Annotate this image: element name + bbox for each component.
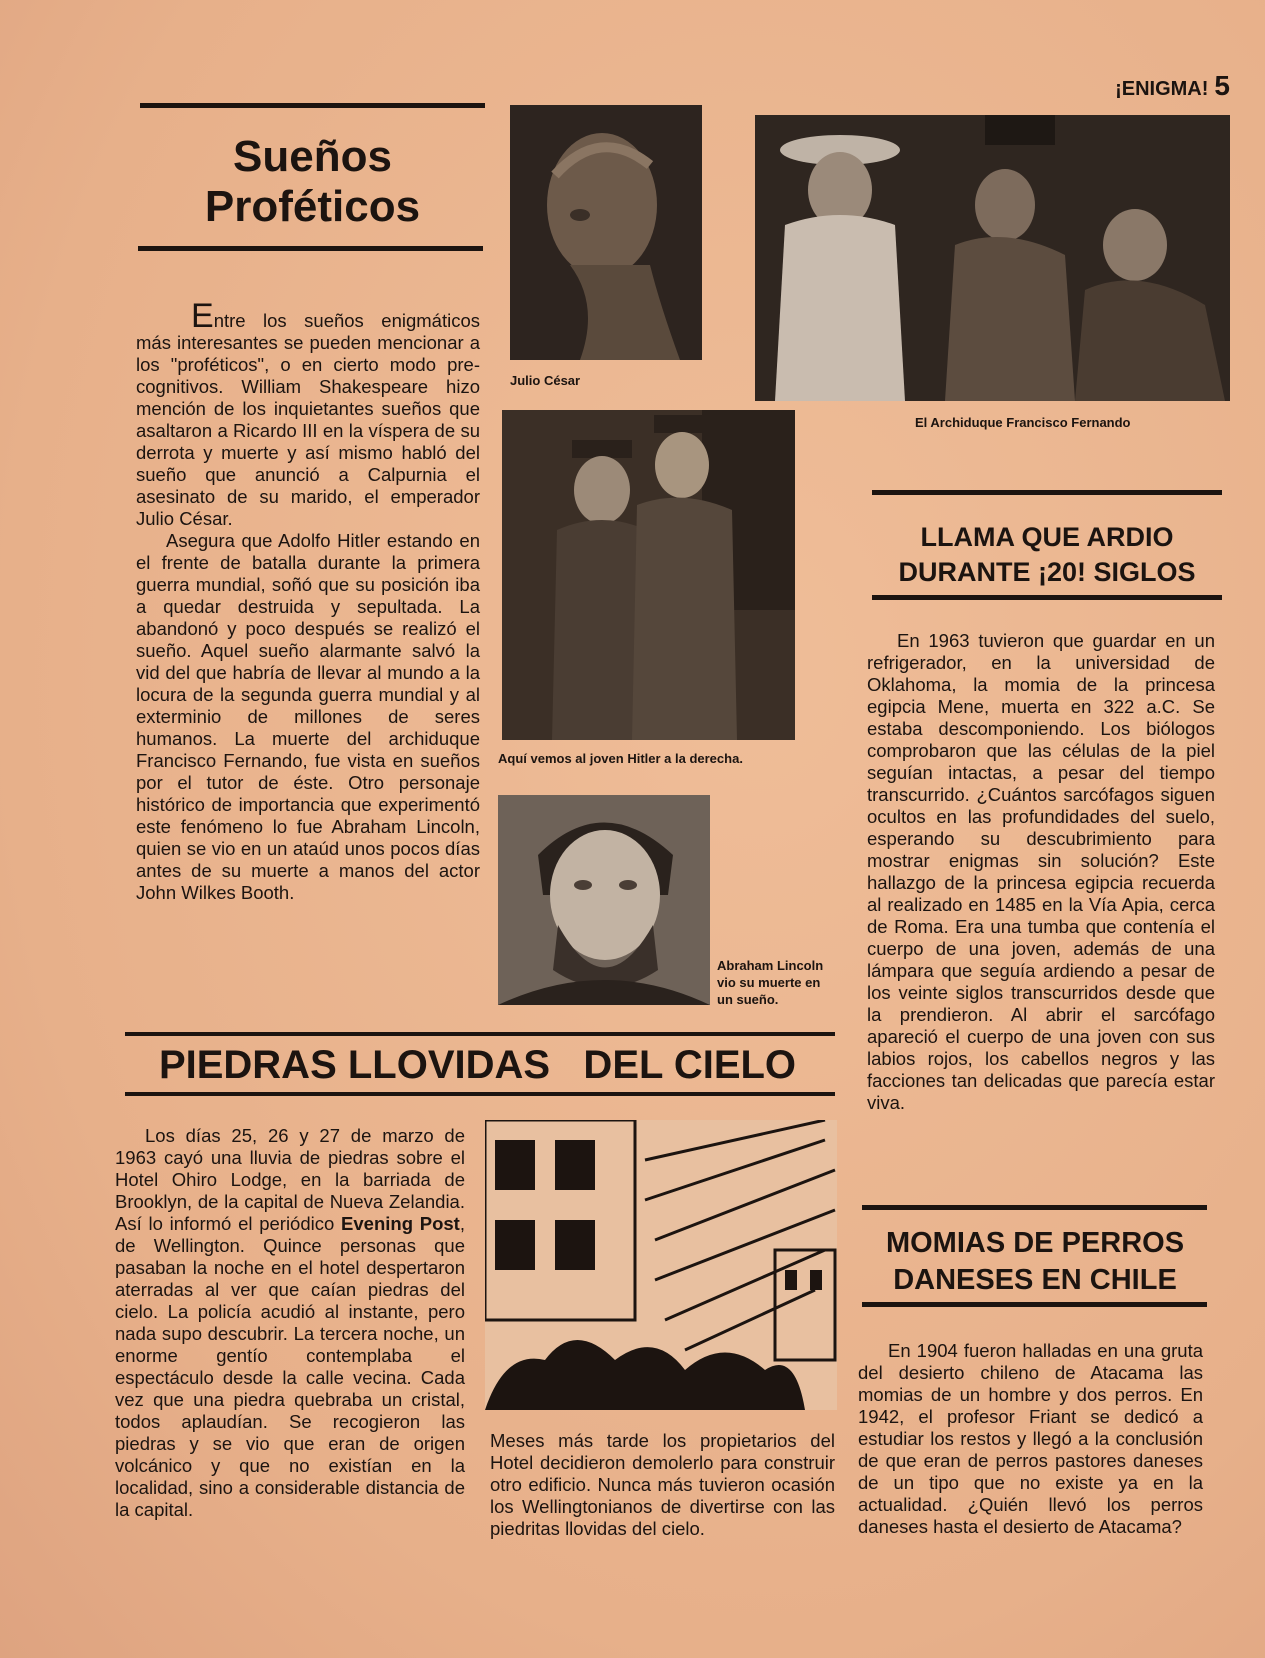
article-body-momias <box>858 1340 1203 1538</box>
caption-julio-cesar: Julio César <box>510 373 581 388</box>
page-header <box>1115 70 1230 102</box>
title-rule-bottom-piedras <box>125 1092 835 1096</box>
title-rule-bottom-momias <box>862 1302 1207 1307</box>
photo-hitler <box>502 410 795 740</box>
momias-text: En 1904 fueron halladas en una gruta del desierto chileno de Atacama las momias de un hombre y dos perros. En 1942, el profesor Friant se dedicó a estudiar los restos y llegó a la conclusión de que eran de perros pastores daneses de un tipo que no existe ya en la actualidad. ¿Quién llevó los perros daneses hasta el desierto de Atacama? <box>858 1340 1203 1537</box>
article-title-suenos <box>140 132 485 232</box>
photo-julio-cesar <box>510 105 702 360</box>
title-rule-bottom-llama <box>872 595 1222 600</box>
piedras-text-1: Los días 25, 26 y 27 de marzo de 1963 cayó una lluvia de piedras sobre el Hotel Ohiro Lodge, en la barriada de Brooklyn, de la capital de Nueva Zelandia. Así lo informó el periódico <box>115 1125 465 1234</box>
article-body-suenos <box>136 297 480 904</box>
magazine-name: ¡ENIGMA! <box>1115 78 1209 100</box>
newspaper-name: Evening Post <box>341 1213 460 1234</box>
article-title-momias <box>855 1225 1215 1299</box>
caption-lincoln: Abraham Lincoln vio su muerte en un sueño. <box>717 958 824 1007</box>
paragraph-1: ntre los sueños enigmáticos más interesantes se pueden mencionar a los "proféticos", o en cierto modo pre-cognitivos. William Shakespeare hizo mención de los inquietantes sueños que asaltaron a Ricardo III en la víspera de su derrota y muerte y así mismo habló del sueño que anunció a Calpurnia el asesinato de su marido, el emperador Julio César. <box>136 310 480 529</box>
llama-text: En 1963 tuvieron que guardar en un refrigerador, en la universidad de Oklahoma, la momia de la princesa egipcia Mene, muerta en 322 a.C. Se estaba descomponiendo. Los biólogos comprobaron que las células de la piel seguían intactas, a pesar del tiempo transcurrido. ¿Cuántos sarcófagos siguen ocultos en las profundidades del suelo, esperando su descubrimiento para mostrar enigmas sin solución? Este hallazgo de la princesa egipcia recuerda al realizado en 1485 en la Vía Apia, cerca de Roma. Era una tumba que contenía el cuerpo de una joven, además de una lámpara que seguía ardiendo a pesar de los veinte siglos transcurridos desde que la prendieron. Al abrir el sarcófago apareció el cuerpo de una joven con sus labios rojos, los cabellos negros y las facciones tan delicadas que parecía estar viva. <box>867 630 1215 1113</box>
title-rule-top-momias <box>862 1205 1207 1210</box>
illustration-stone-rain <box>485 1120 837 1410</box>
momias-title-line-2: DANESES EN CHILE <box>893 1264 1177 1296</box>
piedras-text-2: , de Wellington. Quince personas que pasaban la noche en el hotel despertaron aterradas al ver que caían piedras del cielo. La policía acudió al instante, pero nada supo descubrir. La tercera noche, un enorme gentío contemplaba el espectáculo desde la calle vecina. Cada vez que una piedra quebraba un cristal, todos aplaudían. Se recogieron las piedras y se vio que eran de origen volcánico y que no existían en la localidad, sino a considerable distancia de la capital. <box>115 1213 465 1520</box>
llama-title-line-2: DURANTE ¡20! SIGLOS <box>898 557 1196 587</box>
article-title-piedras: PIEDRAS LLOVIDAS DEL CIELO <box>158 1043 797 1087</box>
momias-title-line-1: MOMIAS DE PERROS <box>885 1227 1185 1259</box>
page-number: 5 <box>1214 70 1230 101</box>
title-line-1: Sueños <box>233 132 392 181</box>
llama-title-line-1: LLAMA QUE ARDIO <box>920 522 1174 552</box>
title-rule-top-llama <box>872 490 1222 495</box>
photo-archiduque <box>755 115 1230 401</box>
title-rule-bottom <box>138 246 483 251</box>
title-rule-top <box>140 103 485 108</box>
article-title-llama <box>872 520 1222 590</box>
paragraph-2: Asegura que Adolfo Hitler estando en el frente de batalla durante la primera guerra mundial, soñó que su posición iba a quedar destruida y sepultada. La abandonó y poco después se realizó el sueño. Aquel sueño alarmante salvó la vid del que habría de llevar al mundo a la locura de la segunda guerra mundial y al exterminio de millones de seres humanos. La muerte del archiduque Francisco Fernando, fue vista en sueños por el tutor de éste. Otro personaje histórico de importancia que experimentó este fenómeno lo fue Abraham Lincoln, quien se vio en un ataúd unos pocos días antes de su muerte a manos del actor John Wilkes Booth. <box>136 530 480 903</box>
drop-cap: E <box>191 297 214 335</box>
article-body-llama <box>867 630 1215 1114</box>
article-body-piedras-col2 <box>490 1430 835 1540</box>
piedras-text-col2: Meses más tarde los propietarios del Hotel decidieron demolerlo para construir otro edificio. Nunca más tuvieron ocasión los Wellingtonianos de divertirse con las piedritas llovidas del cielo. <box>490 1430 835 1539</box>
title-rule-top-piedras <box>125 1032 835 1036</box>
article-body-piedras <box>115 1125 465 1521</box>
title-line-2: Proféticos <box>204 182 421 231</box>
photo-lincoln <box>498 795 710 1005</box>
caption-archiduque: El Archiduque Francisco Fernando <box>915 415 1131 430</box>
caption-hitler: Aquí vemos al joven Hitler a la derecha. <box>498 751 743 766</box>
